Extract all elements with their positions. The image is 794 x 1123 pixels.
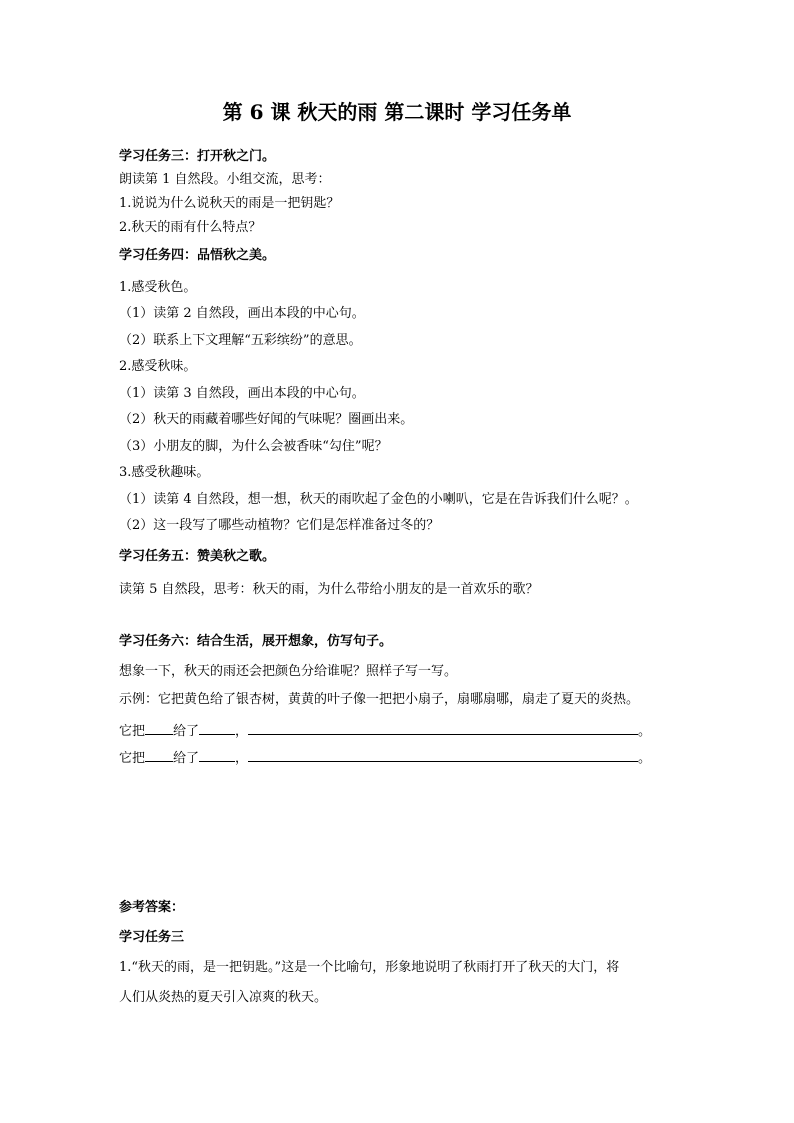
page-title: 第 6 课 秋天的雨 第二课时 学习任务单 [222,100,572,124]
task4-section-2-b: （2）秋天的雨藏着哪些好闻的气味呢？圈画出来。 [119,412,414,427]
fill-comma: ， [235,751,249,766]
fill-blank-description[interactable] [248,748,638,762]
fill-prefix: 它把 [119,751,146,766]
fill-in-sentence-1 [119,721,651,740]
fill-end: 。 [638,751,652,766]
task3-heading: 学习任务三：打开秋之门。 [119,149,276,164]
answer-1-line-1: 1.“秋天的雨，是一把钥匙。”这是一个比喻句，形象地说明了秋雨打开了秋天的大门，将 [119,960,620,975]
fill-prefix: 它把 [119,724,146,739]
task5-heading: 学习任务五：赞美秋之歌。 [119,549,276,564]
task3-intro: 朗读第 1 自然段。小组交流，思考： [119,172,331,187]
task4-section-2-c: （3）小朋友的脚，为什么会被香味“勾住”呢？ [119,439,388,454]
task4-section-2-a: （1）读第 3 自然段，画出本段的中心句。 [119,386,365,401]
fill-blank-description[interactable] [248,721,638,735]
fill-blank-target[interactable] [199,721,235,735]
fill-end: 。 [638,724,652,739]
fill-mid: 给了 [173,724,200,739]
task5-text: 读第 5 自然段，思考：秋天的雨，为什么带给小朋友的是一首欢乐的歌？ [119,582,539,597]
task6-intro: 想象一下，秋天的雨还会把颜色分给谁呢？照样子写一写。 [119,664,458,679]
fill-blank-color[interactable] [145,748,173,762]
task4-section-3-a: （1）读第 4 自然段，想一想，秋天的雨吹起了金色的小喇叭，它是在告诉我们什么呢？。 [119,492,638,507]
task6-heading: 学习任务六：结合生活，展开想象，仿写句子。 [119,634,393,649]
task3-question-2: 2.秋天的雨有什么特点？ [119,220,262,235]
answer-1-line-2: 人们从炎热的夏天引入凉爽的秋天。 [119,990,328,1005]
task4-section-1-a: （1）读第 2 自然段，画出本段的中心句。 [119,306,365,321]
task4-section-3: 3.感受秋趣味。 [119,465,210,480]
task4-section-1: 1.感受秋色。 [119,280,197,295]
fill-mid: 给了 [173,751,200,766]
fill-blank-target[interactable] [199,748,235,762]
task4-section-2: 2.感受秋味。 [119,359,197,374]
task4-section-1-b: （2）联系上下文理解“五彩缤纷”的意思。 [119,333,362,348]
task6-example: 示例：它把黄色给了银杏树，黄黄的叶子像一把把小扇子，扇哪扇哪，扇走了夏天的炎热。 [119,692,640,707]
fill-in-sentence-2 [119,748,651,767]
fill-blank-color[interactable] [145,721,173,735]
task4-heading: 学习任务四：品悟秋之美。 [119,248,276,263]
fill-comma: ， [235,724,249,739]
answers-heading: 参考答案： [119,900,185,915]
task3-question-1: 1.说说为什么说秋天的雨是一把钥匙？ [119,196,340,211]
task4-section-3-b: （2）这一段写了哪些动植物？它们是怎样准备过冬的？ [119,518,440,533]
answers-task3-label: 学习任务三 [119,930,185,945]
